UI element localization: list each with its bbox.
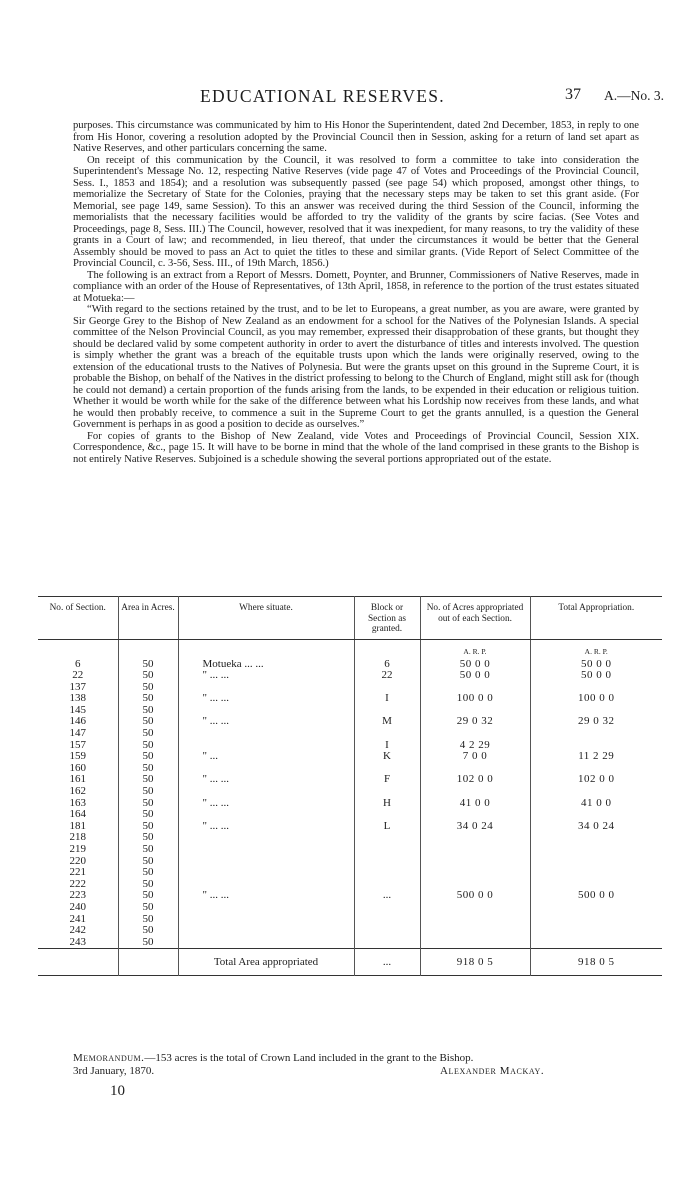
cell-area: 50 [118,659,178,671]
cell-acres: 34 0 24 [420,821,530,833]
cell-area: 50 [118,716,178,728]
cell-section: 242 [69,924,86,937]
table-row [38,786,662,798]
total-appropriation: 918 0 5 [530,949,662,976]
cell-situate [178,925,354,937]
sheet-number: 10 [110,1083,125,1099]
table-row [38,751,662,763]
cell-area: 50 [118,705,178,717]
cell-acres: 4 2 29 [420,740,530,752]
cell-area: 50 [118,693,178,705]
cell-block [354,867,420,879]
col-header-area: Area in Acres. [118,597,178,640]
table-row [38,867,662,879]
paragraph: The following is an extract from a Report of Messrs. Domett, Poynter, and Brunner, Commissioners of Native Reserves, made in compliance with an order of the House of Representatives, of 13th April, 1858, in reference to the portion of the trust estates situated at Motueka:— [73,269,639,304]
table-row [38,844,662,856]
table-row [38,774,662,786]
cell-section: 161 [69,773,86,786]
cell-situate [178,844,354,856]
units-acres: A. R. P. [420,639,530,659]
units-total: A. R. P. [530,639,662,659]
paragraph: purposes. This circumstance was communicated by him to His Honor the Superintendent, dated 2nd December, 1853, in reply to one from His Honor, covering a resolution adopted by the Provincial Council then in Session, asking for a return of land set apart as Native Reserves, and other particulars concerning the same. [73,120,639,154]
cell-section: 22 [72,669,84,682]
cell-section: 221 [69,866,86,879]
cell-section: 164 [69,808,86,821]
table-row [38,659,662,671]
cell-acres [420,844,530,856]
total-row [38,949,662,976]
cell-block: H [354,798,420,810]
table-row [38,832,662,844]
table-row [38,914,662,926]
table-row [38,821,662,833]
cell-total [530,867,662,879]
cell-total [530,844,662,856]
cell-acres [420,786,530,798]
cell-total: 500 0 0 [530,890,662,902]
cell-area: 50 [118,728,178,740]
cell-area: 50 [118,821,178,833]
table-row [38,937,662,949]
cell-total: 34 0 24 [530,821,662,833]
table-row [38,740,662,752]
table-row [38,682,662,694]
cell-total [530,925,662,937]
cell-block [354,844,420,856]
cell-acres [420,856,530,868]
table-row [38,798,662,810]
cell-section: 241 [69,912,86,925]
cell-area: 50 [118,902,178,914]
cell-block: M [354,716,420,728]
paragraph: On receipt of this communication by the Council, it was resolved to form a committee to take into consideration the Superintendent's Message No. 12, respecting Native Reserves (vide page 47 of Votes and Proceedings of the Provincial Council, Sess. I., 1853 and 1854); and a resolution was subsequently passed (see page 54) which proposed, amongst other things, to memorialize the Secretary of State for the Colonies, praying that the necessary steps may be taken to set this grant aside. (For Memorial, see page 149, same Session). To this an answer was received during the third Session of the Council, informing the memorialists that the necessary facilities would be afforded to try the validity of the grants by scire facias. (See Votes and Proceedings, page 8, Sess. III.) The Council, however, resolved that it was inexpedient, for many reasons, to try the validity of these grants in a Court of law; and recommended, in lieu thereof, that under the circumstances it would be better that the General Assembly should be moved to pass an Act to quiet the titles to these and similar grants. (Vide Report of Select Committee of the Provincial Council, c. 3-56, Sess. III., of 19th March, 1856.) [73,154,639,269]
cell-section: 218 [69,831,86,844]
cell-block: L [354,821,420,833]
cell-situate: " ... ... [178,890,354,902]
cell-situate [178,728,354,740]
total-acres: 918 0 5 [420,949,530,976]
total-block: ... [354,949,420,976]
col-header-acres: No. of Acres appropriated out of each Section. [420,597,530,640]
cell-acres: 100 0 0 [420,693,530,705]
table-row [38,856,662,868]
cell-section: 145 [69,703,86,716]
cell-block [354,856,420,868]
memo-date: 3rd January, 1870. [73,1065,155,1077]
cell-total [530,786,662,798]
memo-signature: Alexander Mackay. [440,1065,545,1077]
col-header-situate: Where situate. [178,597,354,640]
table-row [38,809,662,821]
cell-section: 181 [69,819,86,832]
cell-block [354,937,420,949]
cell-total [530,902,662,914]
cell-block [354,786,420,798]
cell-area: 50 [118,786,178,798]
schedule-body [38,639,662,949]
cell-situate [178,832,354,844]
cell-total [530,832,662,844]
total-label: Total Area appropriated [178,949,354,976]
cell-section: 137 [69,680,86,693]
cell-acres [420,914,530,926]
cell-area: 50 [118,867,178,879]
cell-block [354,902,420,914]
table-row [38,728,662,740]
cell-situate [178,902,354,914]
cell-block: 6 [354,659,420,671]
cell-total: 11 2 29 [530,751,662,763]
table-row [38,879,662,891]
cell-situate: " ... ... [178,716,354,728]
cell-area: 50 [118,925,178,937]
cell-section: 157 [69,738,86,751]
cell-total: 102 0 0 [530,774,662,786]
cell-acres [420,937,530,949]
cell-total [530,914,662,926]
table-row [38,925,662,937]
table-header-row [38,597,662,640]
cell-situate [178,937,354,949]
cell-acres [420,832,530,844]
cell-area: 50 [118,844,178,856]
table-row [38,763,662,775]
table-row [38,902,662,914]
cell-section: 222 [69,877,86,890]
cell-acres: 41 0 0 [420,798,530,810]
cell-section: 6 [75,657,81,670]
schedule-table [38,596,662,976]
table-row [38,670,662,682]
cell-total: 50 0 0 [530,659,662,671]
cell-total [530,856,662,868]
cell-section: 159 [69,750,86,763]
cell-total [530,937,662,949]
cell-acres: 7 0 0 [420,751,530,763]
cell-section: 243 [69,935,86,948]
cell-situate [178,867,354,879]
cell-total: 50 0 0 [530,670,662,682]
cell-area: 50 [118,809,178,821]
quoted-extract: “With regard to the sections retained by the trust, and to be let to Europeans, a great number, as you are aware, were granted by Sir George Grey to the Bishop of New Zealand as an endowment for a school for the Natives of the Polynesian Islands. A special committee of the Nelson Provincial Council, as you may remember, expressed their disapprobation of these grants, but thought they should be declared valid by some competent authority in order to avert the disturbance of titles and interests involved. The question is simply whether the grant was a breach of the equitable trusts upon which the lands were originally reserved, owing to the extension of the educational trusts to the Natives of Polynesia. But were the grants upset on this ground in the Supreme Court, it is probable the Bishop, on behalf of the Natives in the district professing to belong to the Church of England, might still ask for (though he could not demand) a certain proportion of the funds arising from the lands, to be expended in their education or religious tuition. Whether it would be worth while for the sake of the difference between what his Lordship now receives from these lands, and what he would then probably receive, to commence a suit in the Supreme Court to get the grants annulled, is a question the General Government is perhaps in as good a position to decide as ourselves.” [73,304,639,430]
col-header-block: Block or Section as granted. [354,597,420,640]
cell-acres [420,925,530,937]
cell-total [530,728,662,740]
cell-situate [178,856,354,868]
cell-block [354,925,420,937]
cell-situate: " ... [178,751,354,763]
page-number: 37 [565,86,581,103]
cell-section: 162 [69,785,86,798]
cell-block [354,914,420,926]
memo-text: —153 acres is the total of Crown Land included in the grant to the Bishop. [144,1052,474,1064]
cell-section: 147 [69,727,86,740]
cell-situate: Motueka ... ... [178,659,354,671]
paper-reference: A.—No. 3. [604,88,664,103]
cell-block: I [354,740,420,752]
cell-area: 50 [118,763,178,775]
table-row [38,705,662,717]
cell-area: 50 [118,670,178,682]
cell-block: K [354,751,420,763]
cell-acres [420,902,530,914]
memo-label: Memorandum. [73,1052,145,1064]
cell-acres [420,728,530,740]
cell-acres: 500 0 0 [420,890,530,902]
cell-area: 50 [118,890,178,902]
cell-acres: 50 0 0 [420,659,530,671]
cell-section: 138 [69,692,86,705]
cell-total: 100 0 0 [530,693,662,705]
cell-section: 160 [69,761,86,774]
cell-area: 50 [118,740,178,752]
table-row [38,693,662,705]
cell-area: 50 [118,937,178,949]
cell-situate: " ... ... [178,821,354,833]
cell-block [354,832,420,844]
cell-situate [178,786,354,798]
cell-acres: 29 0 32 [420,716,530,728]
cell-total: 29 0 32 [530,716,662,728]
cell-acres: 102 0 0 [420,774,530,786]
cell-area: 50 [118,798,178,810]
cell-area: 50 [118,856,178,868]
cell-block [354,728,420,740]
paragraph: For copies of grants to the Bishop of New Zealand, vide Votes and Proceedings of Provincial Council, Session XIX. Correspondence, &c., page 15. It will have to be borne in mind that the whole of the land comprised in these grants to the Bishop is not entirely Native Reserves. Subjoined is a schedule showing the several portions appropriated out of the estate. [73,430,639,465]
col-header-total: Total Appropriation. [530,597,662,640]
cell-block: 22 [354,670,420,682]
cell-section: 163 [69,796,86,809]
cell-situate: " ... ... [178,693,354,705]
cell-area: 50 [118,879,178,891]
cell-block: ... [354,890,420,902]
table-row [38,890,662,902]
units-row [38,639,662,659]
cell-area: 50 [118,832,178,844]
cell-section: 223 [69,889,86,902]
cell-area: 50 [118,751,178,763]
cell-total: 41 0 0 [530,798,662,810]
cell-situate: " ... ... [178,798,354,810]
cell-acres [420,867,530,879]
cell-area: 50 [118,914,178,926]
table-row [38,716,662,728]
cell-section: 219 [69,843,86,855]
running-title: EDUCATIONAL RESERVES. [200,86,445,106]
page-header [0,86,700,106]
cell-block: I [354,693,420,705]
memorandum [73,1052,639,1065]
cell-section: 240 [69,900,86,913]
cell-situate: " ... ... [178,774,354,786]
cell-situate: " ... ... [178,670,354,682]
body-text [73,120,639,465]
cell-section: 146 [69,715,86,728]
col-header-section: No. of Section. [38,597,118,640]
cell-acres: 50 0 0 [420,670,530,682]
cell-situate [178,914,354,926]
cell-area: 50 [118,774,178,786]
cell-area: 50 [118,682,178,694]
cell-block: F [354,774,420,786]
cell-section: 220 [69,854,86,867]
